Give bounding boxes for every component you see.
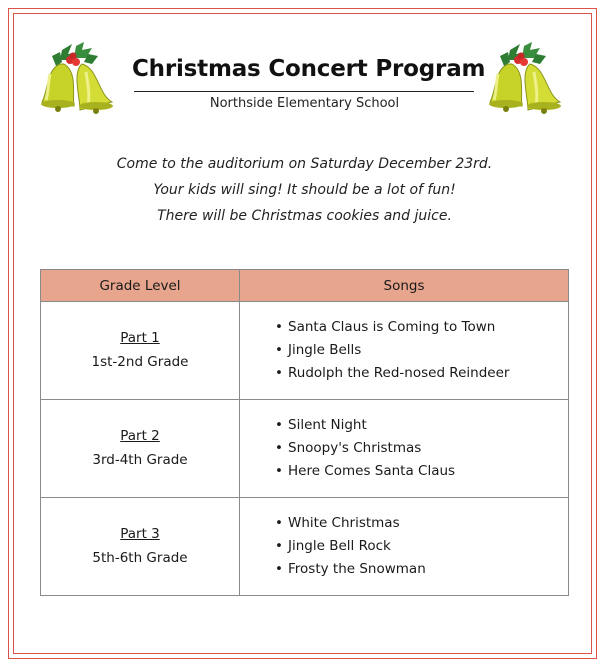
song-item: • Jingle Bells bbox=[275, 339, 568, 362]
table-row bbox=[41, 302, 569, 400]
song-list bbox=[240, 512, 568, 581]
grade-label: 5th-6th Grade bbox=[92, 549, 188, 566]
song-item: • Here Comes Santa Claus bbox=[275, 460, 568, 483]
songs-cell bbox=[240, 400, 569, 498]
song-item: • Santa Claus is Coming to Town bbox=[275, 316, 568, 339]
grade-label: 1st-2nd Grade bbox=[91, 353, 189, 370]
intro-line: Your kids will sing! It should be a lot of fun! bbox=[153, 182, 456, 198]
song-list bbox=[240, 414, 568, 483]
christmas-bells-icon bbox=[486, 40, 568, 122]
intro-line: There will be Christmas cookies and juice. bbox=[157, 208, 452, 224]
grade-cell bbox=[41, 498, 240, 596]
songs-cell bbox=[240, 302, 569, 400]
grade-cell bbox=[41, 302, 240, 400]
part-label: Part 2 bbox=[120, 427, 160, 444]
song-item: • Silent Night bbox=[275, 414, 568, 437]
song-item: • White Christmas bbox=[275, 512, 568, 535]
program-table bbox=[40, 269, 569, 596]
table-row bbox=[41, 498, 569, 596]
part-label: Part 3 bbox=[120, 525, 160, 542]
page-title: Christmas Concert Program bbox=[132, 56, 486, 82]
grade-label: 3rd-4th Grade bbox=[92, 451, 188, 468]
songs-header: Songs bbox=[240, 270, 569, 302]
table-header-row bbox=[41, 270, 569, 302]
school-name: Northside Elementary School bbox=[209, 96, 400, 111]
title-underline bbox=[134, 91, 474, 92]
christmas-bells-icon bbox=[38, 40, 120, 122]
song-item: • Jingle Bell Rock bbox=[275, 535, 568, 558]
intro-text bbox=[60, 151, 549, 229]
table-row bbox=[41, 400, 569, 498]
song-item: • Rudolph the Red-nosed Reindeer bbox=[275, 362, 568, 385]
intro-line: Come to the auditorium on Saturday December 23rd. bbox=[116, 156, 493, 172]
song-list bbox=[240, 316, 568, 385]
songs-cell bbox=[240, 498, 569, 596]
grade-level-header: Grade Level bbox=[41, 270, 240, 302]
song-item: • Snoopy's Christmas bbox=[275, 437, 568, 460]
part-label: Part 1 bbox=[120, 329, 160, 346]
song-item: • Frosty the Snowman bbox=[275, 558, 568, 581]
grade-cell bbox=[41, 400, 240, 498]
